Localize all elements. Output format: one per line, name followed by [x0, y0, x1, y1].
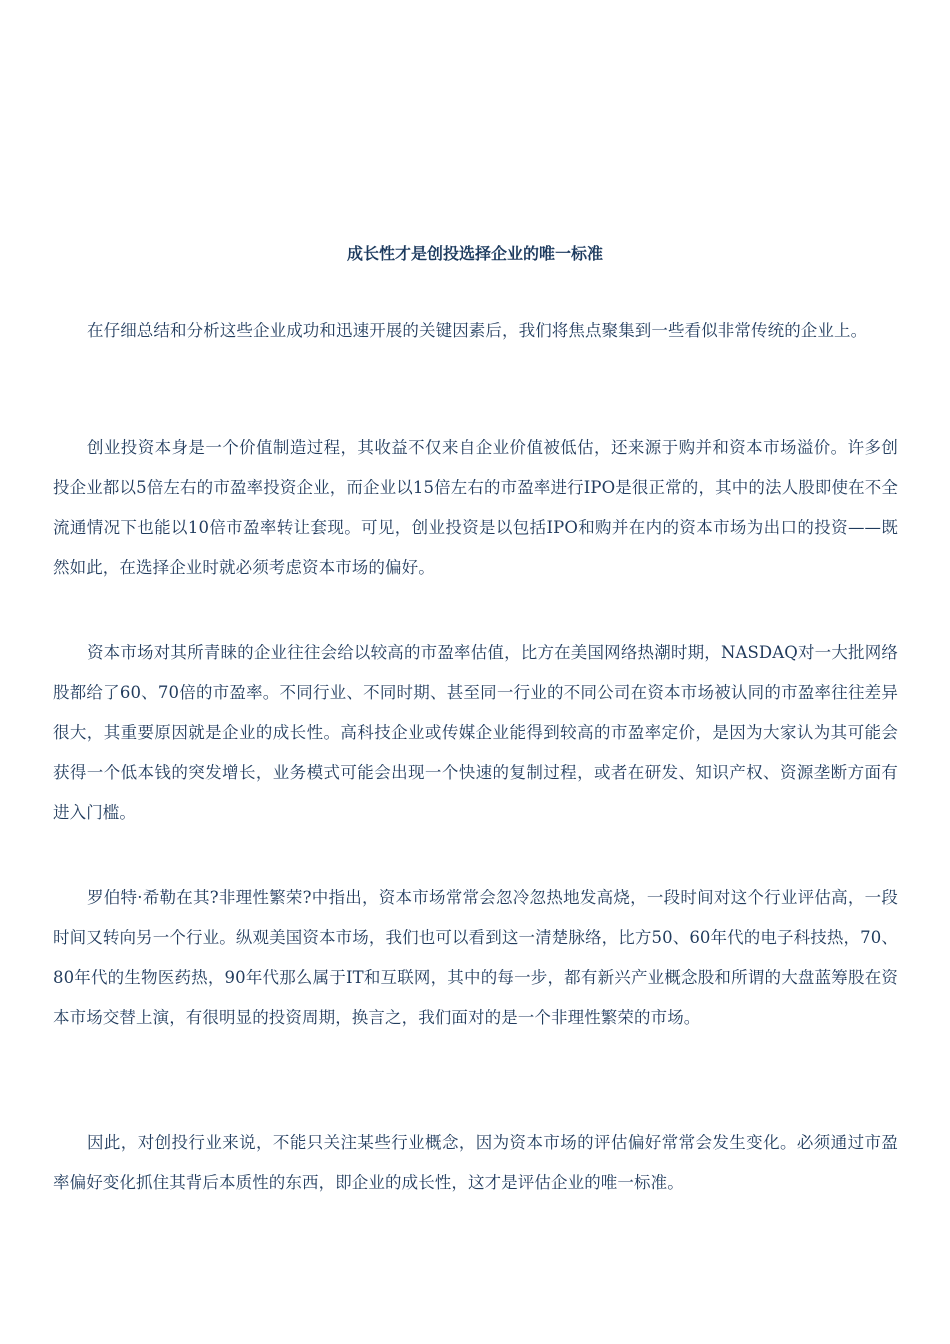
paragraph-3: 资本市场对其所青睐的企业往往会给以较高的市盈率估值，比方在美国网络热潮时期，NASDAQ对一大批网络股都给了60、70倍的市盈率。不同行业、不同时期、甚至同一行业的不同公司在资本市场被认同的市盈率往往差异很大，其重要原因就是企业的成长性。高科技企业或传媒企业能得到较高的市盈率定价，是因为大家认为其可能会获得一个低本钱的突发增长，业务模式可能会出现一个快速的复制过程，或者在研发、知识产权、资源垄断方面有进入门槛。 [53, 643, 898, 822]
paragraph-1: 在仔细总结和分析这些企业成功和迅速开展的关键因素后，我们将焦点聚集到一些看似非常传统的企业上。 [87, 321, 868, 340]
paragraph-5: 因此，对创投行业来说，不能只关注某些行业概念，因为资本市场的评估偏好常常会发生变化。必须通过市盈率偏好变化抓住其背后本质性的东西，即企业的成长性，这才是评估企业的唯一标准。 [53, 1133, 898, 1192]
document-title: 成长性才是创投选择企业的唯一标准 [346, 244, 603, 263]
paragraph-2: 创业投资本身是一个价值制造过程，其收益不仅来自企业价值被低估，还来源于购并和资本市场溢价。许多创投企业都以5倍左右的市盈率投资企业，而企业以15倍左右的市盈率进行IPO是很正常的，其中的法人股即使在不全流通情况下也能以10倍市盈率转让套现。可见，创业投资是以包括IPO和购并在内的资本市场为出口的投资——既然如此，在选择企业时就必须考虑资本市场的偏好。 [53, 438, 898, 577]
paragraph-4: 罗伯特·希勒在其?非理性繁荣?中指出，资本市场常常会忽冷忽热地发高烧，一段时间对这个行业评估高，一段时间又转向另一个行业。纵观美国资本市场，我们也可以看到这一清楚脉络，比方50、60年代的电子科技热，70、80年代的生物医药热，90年代那么属于IT和互联网，其中的每一步，都有新兴产业概念股和所谓的大盘蓝筹股在资本市场交替上演，有很明显的投资周期，换言之，我们面对的是一个非理性繁荣的市场。 [53, 888, 898, 1027]
